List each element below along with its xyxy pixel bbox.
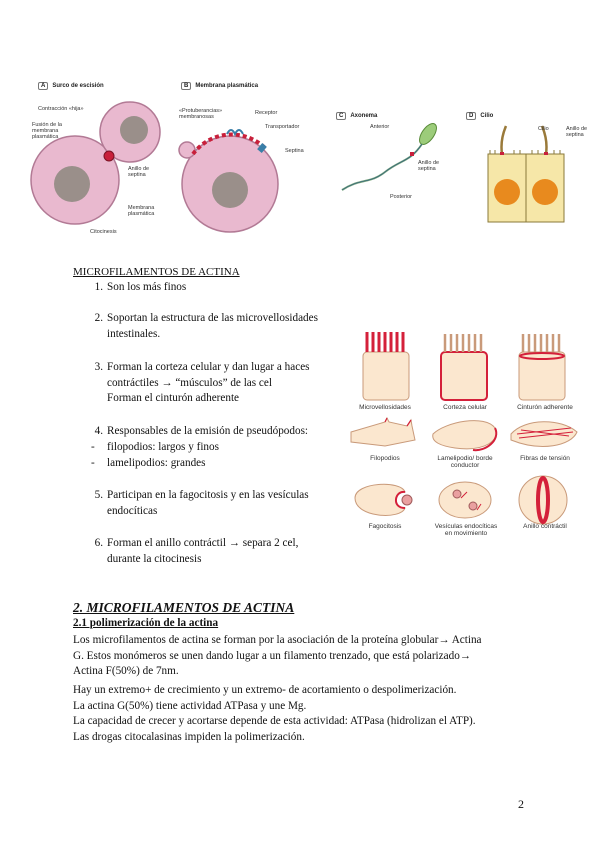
section2-lines [73,683,533,745]
dash-item-2 [91,456,206,472]
phagocytosis-cell [355,484,405,515]
line: Forman el anillo contráctil → separa 2 cel, [107,537,299,549]
contractile-ring-cell [519,476,567,524]
line: endocíticas [107,504,158,517]
list-body [107,536,298,567]
panel-c-title: Axonema [350,113,378,119]
septin-ring-d1 [500,152,504,155]
page-number: 2 [518,797,524,811]
septin-ring [104,151,114,161]
label-c-anillo: Anillo de septina [418,160,440,173]
text-line: La actina G(50%) tiene actividad ATPasa y une Mg. [73,699,307,712]
line: contráctiles → “músculos” de las cel [107,376,272,389]
label-filopodia: Filopodios [370,455,400,462]
label-c-anterior: Anterior [370,124,390,130]
label-a-fusion: Fusión de la membrana plasmática [32,122,62,141]
label-a-membrana: Membrana plasmática [128,205,155,218]
section2-subheading: 2.1 polimerización de la actina [73,617,219,629]
line: Soportan la estructura de las microvellosidades [107,312,318,324]
dash-item-1 [91,440,219,456]
list-body [107,311,347,342]
section2-heading: 2. MICROFILAMENTOS DE ACTINA [73,600,295,615]
panel-b [175,82,315,242]
stress-fiber-cell [511,422,577,447]
line: Responsables de la emisión de pseudópodos: [107,425,309,437]
cilium-1 [502,126,507,154]
text-line: Hay un extremo+ de crecimiento y un extremo- de acortamiento o despolimerización. [73,684,457,696]
dash-mark: - [91,441,95,453]
list-num: 3. [94,361,103,373]
panel-d-title: Cilio [480,113,494,119]
label-lamellipodium: Lamelipodio/ borde conductor [437,455,493,469]
cell-1-nucleus [494,179,520,205]
section2-paragraph [73,633,529,680]
label-a-hija: Contracción «hija» [38,106,84,112]
top-figure [30,82,590,242]
panel-a-header [38,82,104,90]
mother-nucleus [54,166,90,202]
right-figure [345,322,585,547]
panel-a-title: Surco de escisión [52,83,104,89]
label-a-anillo: Anillo de septina [128,166,150,179]
cell-2-nucleus [532,179,558,205]
text-line: Las drogas citocalasinas impiden la polimerización. [73,730,305,743]
line: intestinales. [107,327,161,340]
right-figure-illustration [345,322,585,547]
label-d-anillo: Anillo de septina [566,126,588,139]
cortex-cell [441,334,487,400]
list-body [107,360,347,407]
endocytic-vesicle-cell [439,482,491,518]
label-b-septina: Septina [285,148,304,154]
paragraph-line: Los microfilamentos de actina se forman por la asociación de la proteína globular→ Actina [73,634,482,646]
line: Participan en la fagocitosis y en las vesículas [107,489,309,501]
panel-a-letter: A [38,82,48,90]
septin-ring-c [410,152,414,156]
panel-b-header [181,82,258,90]
dash-text: lamelipodios: grandes [107,457,206,469]
label-a-citocinesis: Citocinesis [90,229,117,235]
panel-d [462,112,590,242]
panel-a [30,82,170,242]
label-b-protuberancias: «Protuberancias» membranosas [179,108,223,121]
label-c-posterior: Posterior [390,194,413,200]
label-contractile-ring: Anillo contráctil [523,523,567,530]
label-endocytic: Vesículas endocíticas en movimiento [434,523,498,537]
list-num: 2. [94,312,103,324]
membrane-bud [179,142,195,158]
panel-c [330,112,460,242]
sperm-tail [342,144,422,190]
dash-mark: - [91,457,95,469]
label-b-receptor: Receptor [255,110,278,116]
paragraph-line: G. Estos monómeros se unen dando lugar a un filamento trenzado, que está polarizado→ [73,649,471,662]
text-line: La capacidad de crecer y acortarse depende de esta actividad: ATPasa (hidrolizan el ATP). [73,715,476,727]
list-num: 4. [94,425,103,437]
filopodia-cell [351,418,415,446]
line: Forman el cinturón adherente [107,392,240,404]
panel-d-letter: D [466,112,476,120]
list-num: 6. [94,537,103,549]
label-d-cilio: Cilio [538,126,549,132]
line: Son los más finos [107,281,187,293]
panel-b-title: Membrana plasmática [195,83,259,89]
line: durante la citocinesis [107,552,202,565]
line: Forman la corteza celular y dan lugar a haces [107,361,310,373]
section1-title: MICROFILAMENTOS DE ACTINA [73,266,240,278]
septin-ring-d2 [544,152,548,155]
list-body [107,424,308,440]
lamellipodium-cell [433,421,497,449]
list-num: 5. [94,489,103,501]
panel-c-letter: C [336,112,346,120]
panel-b-letter: B [181,82,191,90]
list-body [107,280,186,296]
dash-text: filopodios: largos y finos [107,441,219,453]
paragraph-line: Actina F(50%) de 7nm. [73,665,179,677]
label-belt: Cinturón adherente [517,404,573,411]
label-microvilli: Microvellosidades [359,404,411,411]
cell-nucleus [212,172,248,208]
label-cortex: Corteza celular [443,404,487,411]
adherent-belt-cell [519,334,565,400]
label-phagocytosis: Fagocitosis [368,523,402,530]
label-stress-fibers: Fibras de tensión [520,455,570,462]
label-b-transportador: Transportador [265,124,300,130]
sperm-head [416,121,440,148]
microvilli-cell [363,332,409,400]
daughter-nucleus [120,116,148,144]
list-num: 1. [94,281,103,293]
list-body [107,488,347,519]
